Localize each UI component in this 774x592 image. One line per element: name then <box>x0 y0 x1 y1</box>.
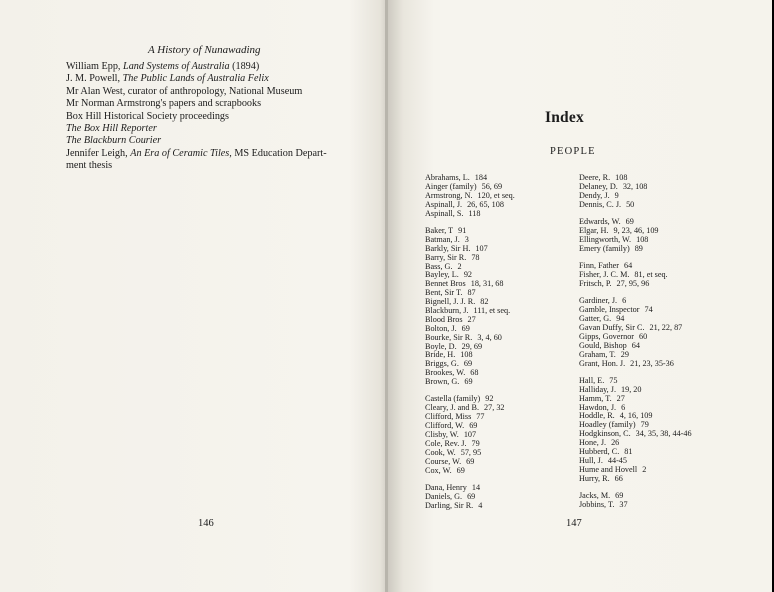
reference-title: The Public Lands of Australia Felix <box>122 73 269 85</box>
entry-pages: 69 <box>615 491 624 501</box>
entry-pages: 18, 31, 68 <box>470 279 504 289</box>
entry-name: Ainger (family) <box>425 181 477 191</box>
index-entry <box>425 378 515 387</box>
page-number-left: 146 <box>198 518 214 529</box>
reference-line <box>66 148 356 160</box>
entry-name: Batman, J. <box>425 234 460 244</box>
entry-name: Clifford, W. <box>425 421 465 431</box>
entry-pages: 27 <box>616 393 625 403</box>
entry-name: Armstrong, N. <box>425 190 473 200</box>
entry-pages: 60 <box>639 331 648 341</box>
entry-pages: 69 <box>461 323 470 333</box>
entry-pages: 118 <box>468 208 481 218</box>
entry-name: Jobbins, T. <box>579 500 615 509</box>
entry-name: Aspinall, S. <box>425 208 464 218</box>
entry-name: Hodgkinson, C. <box>579 429 631 439</box>
entry-name: Course, W. <box>425 456 462 466</box>
entry-pages: 81 <box>624 447 633 457</box>
reference-line <box>66 73 356 85</box>
entry-name: Cleary, J. and B. <box>425 403 480 413</box>
entry-pages: 21, 23, 35-36 <box>630 358 674 368</box>
reference-line <box>66 86 356 98</box>
entry-name: Hall, E. <box>579 375 605 385</box>
entry-pages: 6 <box>621 402 626 412</box>
entry-name: Emery (family) <box>579 243 630 253</box>
entry-name: Graham, T. <box>579 349 616 359</box>
entry-pages: 108 <box>636 234 649 244</box>
entry-pages: 79 <box>640 420 649 430</box>
entry-pages: 57, 95 <box>460 447 482 457</box>
reference-line <box>66 98 356 110</box>
entry-name: Bent, Sir T. <box>425 288 463 298</box>
entry-pages: 3, 4, 60 <box>477 332 502 342</box>
entry-name: Ellingworth, W. <box>579 234 632 244</box>
entry-name: Delaney, D. <box>579 181 618 191</box>
entry-name: Dana, Henry <box>425 483 467 492</box>
entry-name: Elgar, H. <box>579 225 609 235</box>
entry-name: Hurry, R. <box>579 473 610 483</box>
entry-pages: 81, et seq. <box>634 270 668 280</box>
entry-name: Barry, Sir R. <box>425 252 467 262</box>
entry-name: Hoddle, R. <box>579 411 615 421</box>
entry-pages: 120, et seq. <box>477 190 515 200</box>
entry-name: Jacks, M. <box>579 491 611 501</box>
entry-name: Dennis, C. J. <box>579 199 622 209</box>
reference-line <box>66 160 356 172</box>
entry-pages: 69 <box>467 491 476 501</box>
entry-name: Bayley, L. <box>425 270 459 280</box>
entry-pages: 87 <box>467 288 476 298</box>
references-list <box>66 61 356 173</box>
entry-name: Castella (family) <box>425 394 481 404</box>
entry-pages: 69 <box>466 456 475 466</box>
entry-pages: 108 <box>460 350 473 360</box>
entry-name: Darling, Sir R. <box>425 500 474 510</box>
reference-title: Land Systems of Australia <box>123 61 230 72</box>
reference-text: (1894) <box>229 61 260 72</box>
index-entry <box>425 502 515 511</box>
entry-name: Deere, R. <box>579 173 611 182</box>
entry-name: Gatter, G. <box>579 314 612 324</box>
entry-pages: 26, 65, 108 <box>467 199 504 209</box>
entry-pages: 75 <box>609 375 618 385</box>
index-entry <box>425 210 515 219</box>
entry-pages: 69 <box>625 217 634 227</box>
entry-name: Gardiner, J. <box>579 296 618 306</box>
entry-name: Bride, H. <box>425 350 456 360</box>
running-header: A History of Nunawading <box>148 44 261 56</box>
entry-pages: 19, 20 <box>621 384 642 394</box>
index-entry <box>579 360 692 369</box>
entry-name: Halliday, J. <box>579 384 616 394</box>
entry-name: Dendy, J. <box>579 190 610 200</box>
entry-pages: 107 <box>463 430 477 440</box>
entry-name: Hoadley (family) <box>579 420 636 430</box>
entry-name: Brown, G. <box>425 377 460 387</box>
entry-name: Clifford, Miss <box>425 412 472 422</box>
entry-name: Bennet Bros <box>425 279 466 289</box>
entry-pages: 111, et seq. <box>473 305 511 315</box>
entry-pages: 37 <box>619 500 628 509</box>
entry-pages: 69 <box>469 421 478 431</box>
entry-name: Hume and Hovell <box>579 464 638 474</box>
reference-title: An Era of Ceramic Tiles, <box>130 147 232 159</box>
reference-text: J. M. Powell, <box>66 73 123 85</box>
entry-name: Barkly, Sir H. <box>425 243 471 253</box>
entry-pages: 14 <box>471 483 481 492</box>
entry-name: Blackburn, J. <box>425 305 469 315</box>
entry-pages: 107 <box>475 243 488 253</box>
entry-pages: 108 <box>615 173 628 182</box>
entry-name: Bignell, J. J. R. <box>425 297 476 307</box>
entry-pages: 34, 35, 38, 44-46 <box>635 429 692 439</box>
entry-name: Grant, Hon. J. <box>579 358 626 368</box>
entry-pages: 94 <box>616 314 625 324</box>
entry-name: Edwards, W. <box>579 217 621 227</box>
entry-name: Abrahams, L. <box>425 173 470 182</box>
entry-name: Bass, G. <box>425 261 453 271</box>
entry-name: Baker, T <box>425 225 454 235</box>
reference-line <box>66 123 356 135</box>
entry-pages: 92 <box>463 270 472 280</box>
entry-pages: 79 <box>471 438 480 448</box>
entry-name: Bourke, Sir R. <box>425 332 473 342</box>
entry-name: Blood Bros <box>425 314 463 324</box>
entry-pages: 4 <box>478 500 483 510</box>
entry-pages: 32, 108 <box>622 181 648 191</box>
entry-name: Fritsch, P. <box>579 278 612 288</box>
entry-name: Hubberd, C. <box>579 447 620 457</box>
entry-name: Hone, J. <box>579 438 607 448</box>
entry-pages: 69 <box>456 465 465 475</box>
entry-pages: 44-45 <box>607 455 627 465</box>
index-entry <box>579 201 692 210</box>
entry-pages: 184 <box>474 173 488 182</box>
entry-name: Fisher, J. C. M. <box>579 270 630 280</box>
entry-name: Briggs, G. <box>425 359 459 369</box>
entry-name: Gipps, Governor <box>579 331 635 341</box>
entry-pages: 4, 16, 109 <box>619 411 653 421</box>
reference-title: The Box Hill Reporter <box>66 123 157 135</box>
index-column-2 <box>579 174 692 510</box>
index-title: Index <box>545 109 584 126</box>
index-entry <box>579 245 692 254</box>
entry-pages: 64 <box>631 340 640 350</box>
entry-pages: 9 <box>614 190 619 200</box>
entry-pages: 29 <box>620 349 629 359</box>
entry-pages: 2 <box>457 261 462 271</box>
entry-pages: 66 <box>614 473 623 483</box>
reference-text: William Epp, <box>66 61 124 72</box>
entry-name: Gould, Bishop <box>579 340 627 350</box>
entry-pages: 29, 69 <box>461 341 483 351</box>
entry-pages: 92 <box>485 394 494 404</box>
reference-text: Mr Norman Armstrong's papers and scrapbooks <box>66 98 262 110</box>
entry-pages: 50 <box>626 199 635 209</box>
page-number-right: 147 <box>566 518 582 529</box>
reference-line <box>66 111 356 123</box>
entry-name: Hull, J. <box>579 455 603 465</box>
entry-pages: 6 <box>622 296 627 306</box>
entry-name: Daniels, G. <box>425 491 463 501</box>
index-entry <box>579 475 692 484</box>
entry-pages: 78 <box>471 252 480 262</box>
entry-pages: 27 <box>467 314 476 324</box>
entry-pages: 74 <box>644 305 653 315</box>
reference-line <box>66 61 356 73</box>
entry-pages: 9, 23, 46, 109 <box>613 225 659 235</box>
entry-pages: 56, 69 <box>481 181 503 191</box>
entry-name: Bolton, J. <box>425 323 457 333</box>
entry-name: Finn, Father <box>579 261 620 271</box>
entry-name: Cook, W. <box>425 447 456 457</box>
reference-text: ment thesis <box>66 160 113 172</box>
entry-pages: 3 <box>464 234 469 244</box>
entry-name: Clisby, W. <box>425 430 459 440</box>
entry-name: Cole, Rev. J. <box>425 438 467 448</box>
entry-name: Gamble, Inspector <box>579 305 640 315</box>
index-entry <box>579 280 692 289</box>
entry-name: Cox, W. <box>425 465 452 475</box>
entry-pages: 21, 22, 87 <box>649 322 683 332</box>
index-entry <box>579 501 692 510</box>
entry-pages: 89 <box>634 243 643 253</box>
entry-name: Aspinall, J. <box>425 199 463 209</box>
entry-pages: 64 <box>624 261 633 271</box>
entry-pages: 69 <box>464 377 473 387</box>
reference-line <box>66 135 356 147</box>
entry-name: Boyle, D. <box>425 341 457 351</box>
index-section-heading: PEOPLE <box>550 146 596 157</box>
entry-pages: 82 <box>480 297 489 307</box>
reference-text: Mr Alan West, curator of anthropology, National Museum <box>66 85 303 97</box>
reference-text: Box Hill Historical Society proceedings <box>66 110 229 122</box>
index-column-1 <box>425 174 515 511</box>
entry-pages: 68 <box>470 368 479 378</box>
index-entry <box>425 467 515 476</box>
entry-name: Hawdon, J. <box>579 402 617 412</box>
reference-text: Jennifer Leigh, <box>66 147 131 159</box>
entry-pages: 27, 95, 96 <box>616 278 650 288</box>
entry-pages: 27, 32 <box>484 403 505 413</box>
reference-text: MS Education Depart- <box>231 147 327 159</box>
entry-pages: 69 <box>463 359 473 369</box>
entry-pages: 91 <box>458 225 467 235</box>
entry-name: Brookes, W. <box>425 368 466 378</box>
entry-pages: 77 <box>476 412 485 422</box>
entry-pages: 26 <box>611 438 620 448</box>
entry-pages: 2 <box>642 464 647 474</box>
reference-title: The Blackburn Courier <box>66 135 162 147</box>
entry-name: Gavan Duffy, Sir C. <box>579 322 645 332</box>
entry-name: Hamm, T. <box>579 393 612 403</box>
right-page <box>388 0 774 592</box>
